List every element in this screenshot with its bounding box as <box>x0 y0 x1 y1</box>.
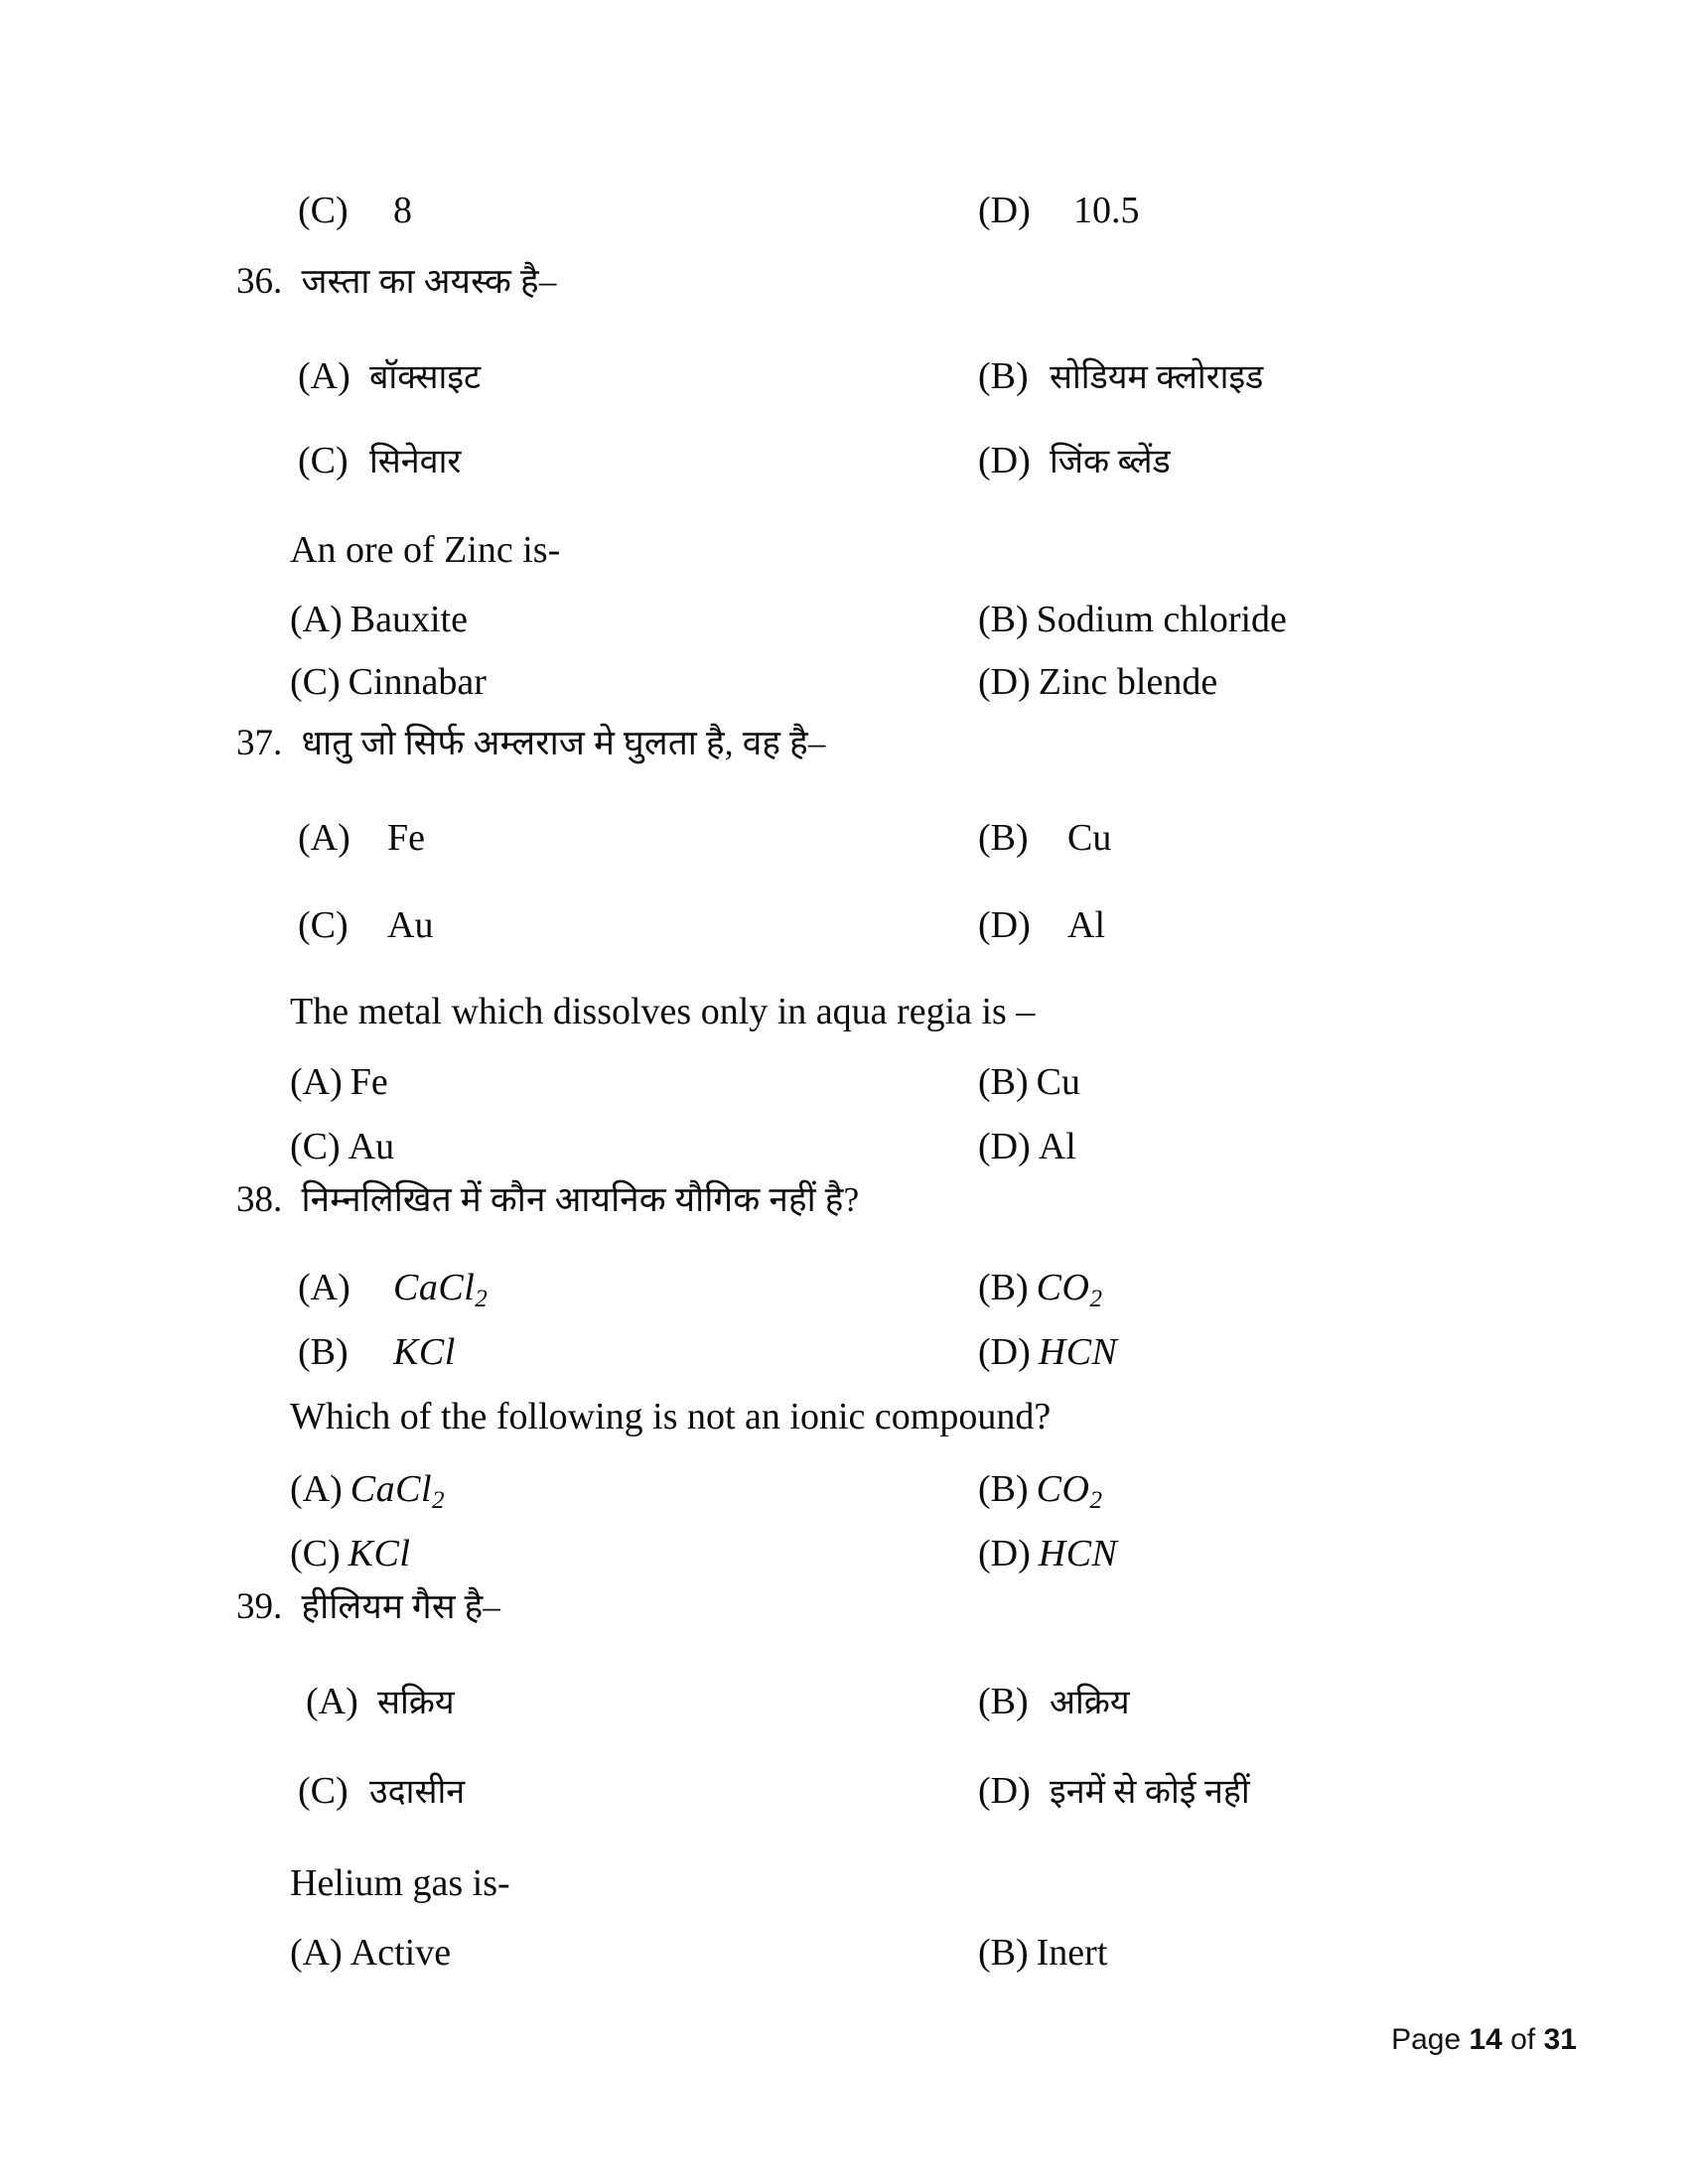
formula-base: CO <box>1036 1468 1090 1510</box>
q36-hindi-option-a <box>298 352 481 398</box>
option-label: (A) <box>298 817 351 859</box>
option-value <box>1037 1467 1103 1515</box>
question-36-english-stem: An ore of Zinc is- <box>290 529 561 571</box>
q38-english-option-b <box>978 1467 1103 1515</box>
q38-english-option-d <box>978 1532 1117 1579</box>
q37-english-option-d <box>978 1125 1076 1168</box>
option-label: (D) <box>978 440 1031 481</box>
option-value <box>349 1532 411 1579</box>
option-label: (C) <box>298 190 349 231</box>
question-text-hindi: हीलियम गैस है– <box>301 1587 501 1626</box>
option-label: (A) <box>298 355 351 397</box>
formula-subscript: 2 <box>1089 1487 1103 1515</box>
option-label: (B) <box>298 1331 349 1373</box>
footer-page-prefix: Page <box>1391 2023 1462 2056</box>
option-label: (C) <box>290 661 341 703</box>
option-label: (A) <box>290 1932 343 1974</box>
option-label: (D) <box>978 190 1031 231</box>
question-number: 37. <box>236 723 283 763</box>
option-value <box>1037 1266 1103 1313</box>
formula-base: CO <box>1036 1267 1090 1308</box>
q39-english-option-a <box>290 1931 451 1975</box>
option-label: (C) <box>290 1126 341 1167</box>
option-value: Au <box>387 904 434 946</box>
carryover-option-c <box>298 189 412 232</box>
question-text-hindi: धातु जो सिर्फ अम्लराज मे घुलता है, वह है– <box>301 724 826 762</box>
footer-total-pages: 31 <box>1543 2023 1577 2056</box>
q37-english-option-b <box>978 1060 1080 1104</box>
option-value: Fe <box>350 1061 388 1103</box>
q36-hindi-option-d <box>978 437 1171 482</box>
option-label: (C) <box>298 440 349 481</box>
carryover-option-d <box>978 189 1140 232</box>
option-value: सक्रिय <box>377 1685 455 1721</box>
option-value <box>351 1467 445 1515</box>
formula-base: KCl <box>393 1331 456 1373</box>
formula-base: CaCl <box>393 1267 476 1308</box>
formula-subscript: 2 <box>432 1487 446 1515</box>
option-value <box>393 1330 456 1378</box>
q38-hindi-option-a <box>298 1266 488 1313</box>
question-number: 39. <box>236 1586 283 1627</box>
option-value <box>393 1266 488 1313</box>
q39-hindi-option-b <box>978 1678 1130 1723</box>
q36-hindi-option-b <box>978 352 1263 398</box>
question-37-english-stem: The metal which dissolves only in aqua regia is – <box>290 991 1036 1032</box>
q38-english-option-a <box>290 1467 445 1515</box>
option-value: Bauxite <box>350 599 468 640</box>
option-value: Al <box>1038 1126 1076 1167</box>
option-label: (D) <box>978 661 1031 703</box>
q39-hindi-option-d <box>978 1767 1250 1813</box>
option-value: इनमें से कोई नहीं <box>1050 1774 1250 1811</box>
q37-hindi-option-b <box>978 816 1111 860</box>
q38-hindi-option-c <box>298 1330 456 1378</box>
option-label: (A) <box>306 1681 358 1722</box>
question-text-hindi: निम्नलिखित में कौन आयनिक यौगिक नहीं है? <box>301 1180 860 1219</box>
option-value: 8 <box>393 190 412 231</box>
option-value: Fe <box>387 817 425 859</box>
option-value: सिनेवार <box>369 444 462 480</box>
q37-hindi-option-a <box>298 816 425 860</box>
option-label: (A) <box>290 1061 343 1103</box>
footer-connector: of <box>1510 2023 1536 2056</box>
option-value: Inert <box>1036 1932 1108 1974</box>
page-footer <box>1391 2023 1577 2057</box>
question-37-hindi-stem <box>236 725 826 761</box>
option-value: Zinc blende <box>1038 661 1218 703</box>
option-label: (B) <box>978 1061 1029 1103</box>
formula-subscript: 2 <box>475 1286 489 1313</box>
option-value: 10.5 <box>1073 190 1140 231</box>
option-value: जिंक ब्लेंड <box>1050 444 1171 480</box>
option-label: (C) <box>298 1770 349 1812</box>
option-label: (B) <box>978 1932 1029 1974</box>
option-label: (D) <box>978 904 1031 946</box>
q36-english-option-b <box>978 598 1287 641</box>
q38-english-option-c <box>290 1532 410 1579</box>
q36-hindi-option-c <box>298 437 461 482</box>
formula-base: HCN <box>1038 1331 1118 1373</box>
option-value: Cinnabar <box>348 661 487 703</box>
option-label: (A) <box>290 1468 343 1510</box>
question-36-hindi-stem <box>236 263 557 300</box>
q38-hindi-option-d <box>978 1330 1117 1378</box>
option-value: उदासीन <box>369 1774 466 1811</box>
footer-current-page: 14 <box>1469 2023 1502 2056</box>
formula-base: HCN <box>1038 1533 1118 1574</box>
option-label: (C) <box>290 1533 341 1574</box>
option-label: (A) <box>298 1267 351 1308</box>
option-value: Cu <box>1036 1061 1081 1103</box>
option-value: अक्रिय <box>1050 1685 1130 1721</box>
q36-english-option-a <box>290 598 468 641</box>
option-value <box>1039 1532 1118 1579</box>
option-value: Cu <box>1067 817 1112 859</box>
option-value: सोडियम क्लोराइड <box>1050 359 1264 396</box>
q38-hindi-option-b <box>978 1266 1103 1313</box>
question-number: 38. <box>236 1179 283 1220</box>
question-39-english-stem: Helium gas is- <box>290 1862 510 1904</box>
option-label: (D) <box>978 1533 1031 1574</box>
question-text-hindi: जस्ता का अयस्क है– <box>301 262 557 301</box>
option-label: (D) <box>978 1770 1031 1812</box>
formula-subscript: 2 <box>1089 1286 1103 1313</box>
option-value: Au <box>348 1126 395 1167</box>
q37-hindi-option-c <box>298 903 433 947</box>
option-label: (B) <box>978 817 1029 859</box>
formula-base: CaCl <box>350 1468 433 1510</box>
q37-english-option-c <box>290 1125 394 1168</box>
q37-hindi-option-d <box>978 903 1105 947</box>
option-label: (B) <box>978 1267 1029 1308</box>
question-38-english-stem: Which of the following is not an ionic compound? <box>290 1396 1052 1437</box>
formula-base: KCl <box>348 1533 411 1574</box>
option-value: Al <box>1067 904 1105 946</box>
option-label: (B) <box>978 355 1029 397</box>
q37-english-option-a <box>290 1060 388 1104</box>
q36-english-option-c <box>290 660 487 704</box>
q36-english-option-d <box>978 660 1217 704</box>
question-39-hindi-stem <box>236 1588 500 1625</box>
question-38-hindi-stem <box>236 1181 859 1218</box>
option-label: (D) <box>978 1126 1031 1167</box>
q39-english-option-b <box>978 1931 1107 1975</box>
option-label: (A) <box>290 599 343 640</box>
q39-hindi-option-a <box>306 1678 455 1723</box>
option-label: (B) <box>978 599 1029 640</box>
question-number: 36. <box>236 261 283 302</box>
option-label: (C) <box>298 904 349 946</box>
option-value <box>1039 1330 1118 1378</box>
option-value: बॉक्साइट <box>369 359 482 396</box>
option-value: Active <box>350 1932 452 1974</box>
option-label: (B) <box>978 1681 1029 1722</box>
option-label: (D) <box>978 1331 1031 1373</box>
q39-hindi-option-c <box>298 1767 465 1813</box>
option-label: (B) <box>978 1468 1029 1510</box>
option-value: Sodium chloride <box>1036 599 1287 640</box>
